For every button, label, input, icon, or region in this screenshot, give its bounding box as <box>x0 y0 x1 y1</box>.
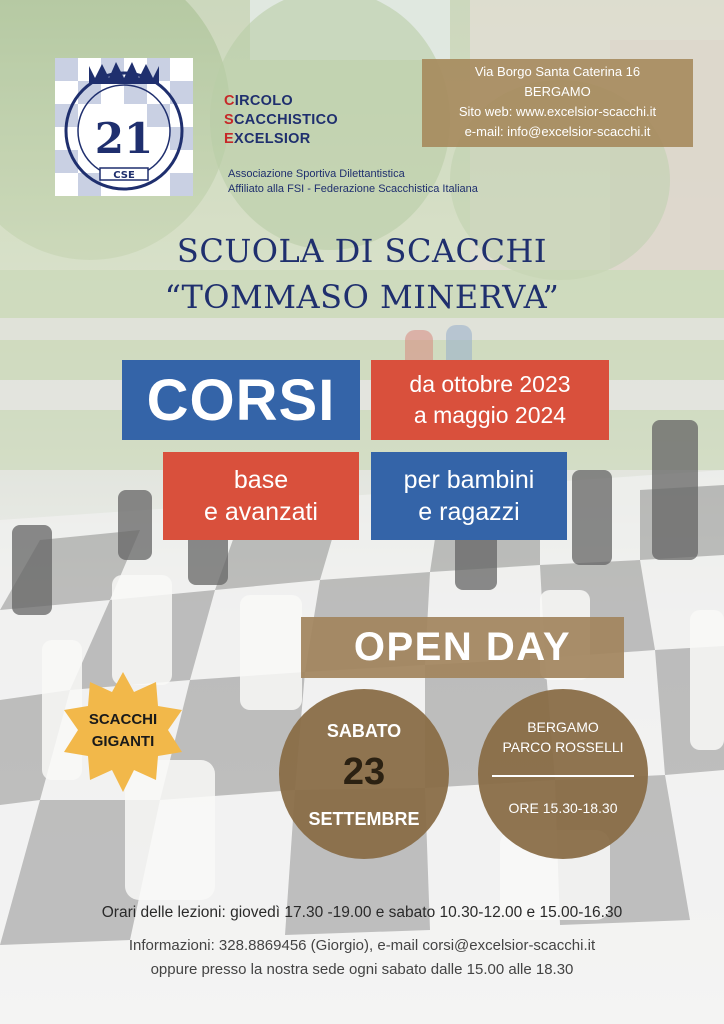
club-subtitle-line1: Associazione Sportiva Dilettantistica <box>228 168 405 180</box>
courses-level-line1: base <box>233 466 289 494</box>
school-title-line2: “TOMMASO MINERVA” <box>164 278 560 316</box>
club-name-initial-s: S <box>224 112 234 128</box>
courses-dates-line1: da ottobre 2023 <box>409 371 571 397</box>
contact-email[interactable]: e-mail: info@excelsior-scacchi.it <box>464 124 651 139</box>
logo-bottom-text: CSE <box>113 170 135 181</box>
club-name-line1: IRCOLO <box>234 93 293 109</box>
badge-line1: SCACCHI <box>88 711 158 728</box>
open-day-day-number: 23 <box>342 751 386 793</box>
giant-chess-badge <box>60 670 186 796</box>
courses-dates <box>371 360 609 440</box>
contact-info: Informazioni: 328.8869456 (Giorgio), e-mail corsi@excelsior-scacchi.it <box>128 937 596 954</box>
open-day-label: OPEN DAY <box>353 625 572 669</box>
contact-box <box>422 59 693 147</box>
club-affiliation <box>228 167 478 197</box>
open-day-date-circle <box>279 689 449 859</box>
courses-level-line2: e avanzati <box>204 498 318 526</box>
open-day-weekday: SABATO <box>326 721 402 741</box>
open-day-hours: ORE 15.30-18.30 <box>508 800 618 816</box>
club-name-initial-e: E <box>224 131 234 147</box>
logo-number: 21 <box>94 114 154 163</box>
club-name-initial-c: C <box>224 93 235 109</box>
contact-website[interactable]: Sito web: www.excelsior-scacchi.it <box>458 104 657 119</box>
open-day-place-line1: BERGAMO <box>527 719 599 735</box>
club-name-line3: XCELSIOR <box>233 131 311 147</box>
open-day-place-circle <box>478 689 648 859</box>
courses-label-text: CORSI <box>146 367 336 433</box>
club-logo <box>55 58 193 196</box>
courses-audience <box>371 452 567 540</box>
lesson-schedule: Orari delle lezioni: giovedì 17.30 -19.00 e sabato 10.30-12.00 e 15.00-16.30 <box>101 904 623 921</box>
school-title-line1: SCUOLA DI SCACCHI <box>176 232 548 270</box>
open-day-place-line2: PARCO ROSSELLI <box>502 739 624 755</box>
courses-audience-line1: per bambini <box>403 466 535 494</box>
club-subtitle-line2: Affiliato alla FSI - Federazione Scacchistica Italiana <box>228 183 478 195</box>
badge-line2: GIGANTI <box>91 733 155 750</box>
club-name <box>224 92 338 149</box>
courses-label <box>122 360 360 440</box>
courses-audience-line2: e ragazzi <box>418 498 520 526</box>
club-name-line2: CACCHISTICO <box>233 112 338 128</box>
courses-levels <box>163 452 359 540</box>
courses-dates-line2: a maggio 2024 <box>413 402 567 428</box>
contact-info-line2: oppure presso la nostra sede ogni sabato dalle 15.00 alle 18.30 <box>150 961 574 978</box>
open-day-banner <box>301 617 624 678</box>
open-day-month: SETTEMBRE <box>308 809 420 829</box>
contact-city: BERGAMO <box>524 84 591 99</box>
open-day-divider <box>492 775 634 777</box>
contact-address: Via Borgo Santa Caterina 16 <box>474 64 641 79</box>
